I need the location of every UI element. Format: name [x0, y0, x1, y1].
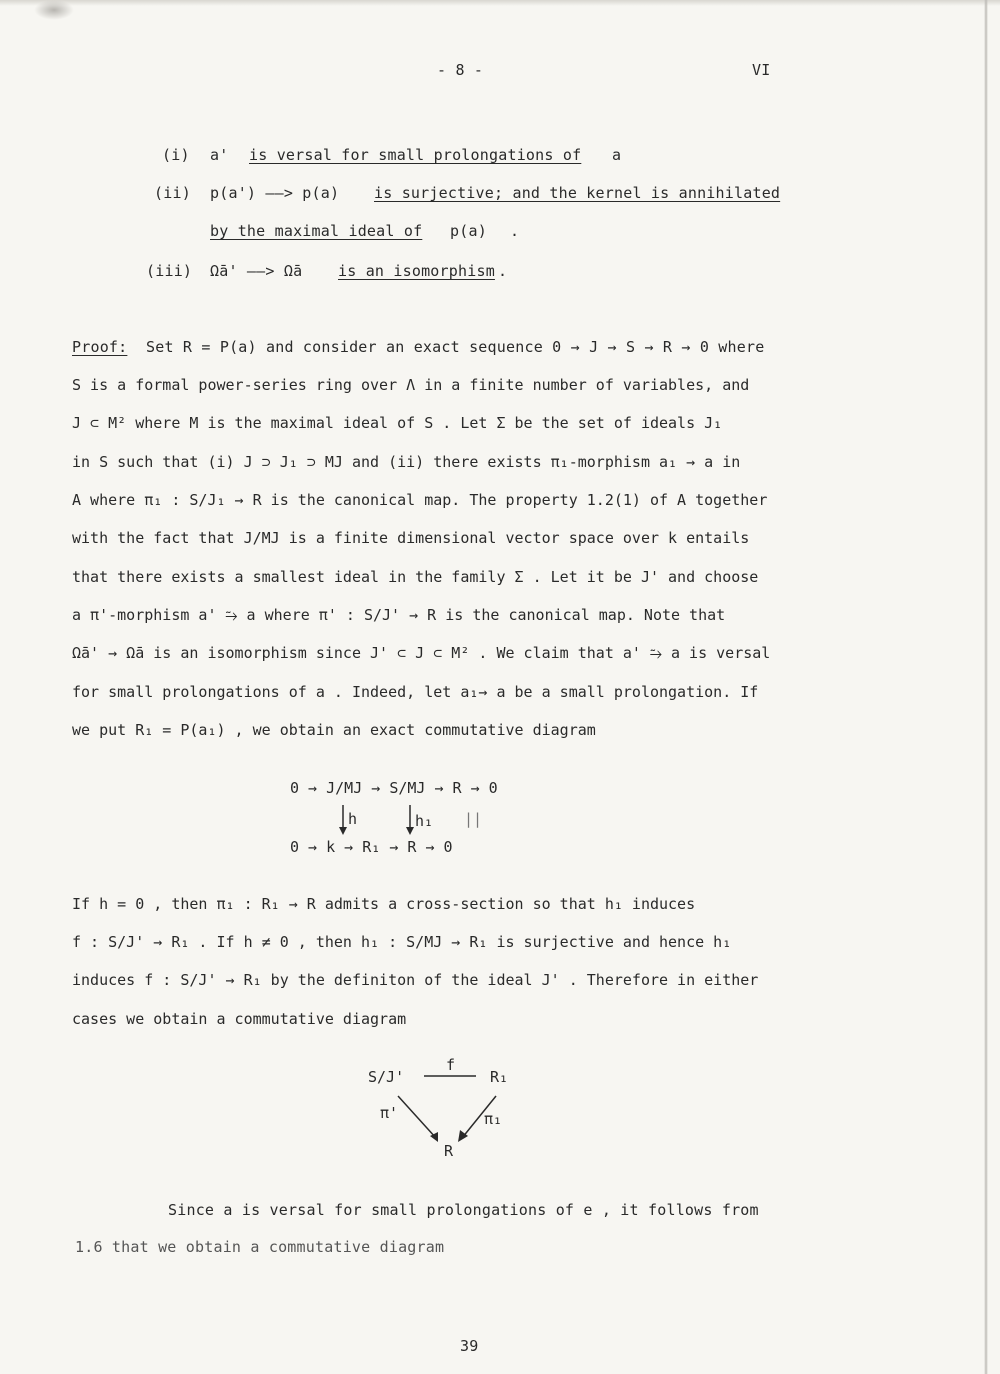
item-iii-text: is an isomorphism: [338, 262, 495, 280]
diagram1-top-row: 0 → J/MJ → S/MJ → R → 0: [290, 779, 498, 797]
section-label: VI: [752, 61, 771, 79]
diagram1-bottom-row: 0 → k → R₁ → R → 0: [290, 838, 453, 856]
diagram2-f-label: f: [446, 1056, 456, 1074]
closing-line-2: 1.6 that we obtain a commutative diagram: [75, 1238, 445, 1256]
item-ii-object: p(a): [450, 222, 487, 240]
item-iii-map: Ω̄a' ——> Ω̄a: [210, 262, 303, 280]
proof-line-5: A where π₁ : S/J₁ → R is the canonical map. The property 1.2(1) of A together: [72, 491, 768, 509]
item-iii-end: .: [498, 262, 508, 280]
page-edge-top: [0, 0, 1000, 6]
proof-line-7: that there exists a smallest ideal in the family Σ . Let it be J' and choose: [72, 568, 759, 586]
page-edge-right: [984, 0, 988, 1374]
item-ii-map: p(a') ——> p(a): [210, 184, 340, 202]
page-number: - 8 -: [437, 61, 484, 79]
proof-line-8: a π'-morphism a' ⥲ a where π' : S/J' → R is the canonical map. Note that: [72, 606, 726, 624]
diagram1-h1-label: h₁: [415, 812, 434, 830]
item-iii-label: (iii): [146, 262, 193, 280]
diagram2-pi1: π₁: [484, 1110, 503, 1128]
item-i-subject: a': [210, 146, 229, 164]
diagram2-pi-prime: π': [380, 1104, 399, 1122]
diagram2-base: R: [444, 1142, 454, 1160]
item-ii-end: .: [510, 222, 520, 240]
diagram1-h-label: h: [348, 810, 358, 828]
after1-line-3: induces f : S/J' → R₁ by the definiton of the ideal J' . Therefore in either: [72, 971, 759, 989]
diagram2-target: R₁: [490, 1068, 509, 1086]
diagram1-equals: ||: [464, 810, 483, 828]
item-ii-label: (ii): [154, 184, 191, 202]
proof-line-4: in S such that (i) J ⊃ J₁ ⊃ MJ and (ii) there exists π₁-morphism a₁ → a in: [72, 453, 741, 471]
item-i-label: (i): [162, 146, 190, 164]
proof-line-6: with the fact that J/MJ is a finite dimensional vector space over k entails: [72, 529, 750, 547]
proof-label: Proof:: [72, 338, 128, 356]
diagram2-source: S/J': [368, 1068, 405, 1086]
proof-line-10: for small prolongations of a . Indeed, let a₁→ a be a small prolongation. If: [72, 683, 759, 701]
proof-line-11: we put R₁ = P(a₁) , we obtain an exact commutative diagram: [72, 721, 596, 739]
after1-line-1: If h = 0 , then π₁ : R₁ → R admits a cross-section so that h₁ induces: [72, 895, 696, 913]
item-ii-continuation: by the maximal ideal of: [210, 222, 423, 240]
item-i-text: is versal for small prolongations of: [249, 146, 582, 164]
after1-line-4: cases we obtain a commutative diagram: [72, 1010, 407, 1028]
proof-line-3: J ⊂ M² where M is the maximal ideal of S . Let Σ be the set of ideals J₁: [72, 414, 723, 432]
proof-line-2: S is a formal power-series ring over Λ in a finite number of variables, and: [72, 376, 750, 394]
folio-number: 39: [460, 1337, 479, 1355]
item-ii-text: is surjective; and the kernel is annihilated: [374, 184, 781, 202]
closing-line-1: Since a is versal for small prolongations of e , it follows from: [168, 1201, 759, 1219]
item-i-object: a: [612, 146, 622, 164]
proof-line-9: Ω̄a' → Ω̄a is an isomorphism since J' ⊂ J ⊂ M² . We claim that a' ⥲ a is versal: [72, 644, 771, 662]
proof-line-1: Set R = P(a) and consider an exact sequence 0 → J → S → R → 0 where: [146, 338, 765, 356]
after1-line-2: f : S/J' → R₁ . If h ≠ 0 , then h₁ : S/MJ → R₁ is surjective and hence h₁: [72, 933, 732, 951]
scan-smudge: [34, 0, 74, 20]
